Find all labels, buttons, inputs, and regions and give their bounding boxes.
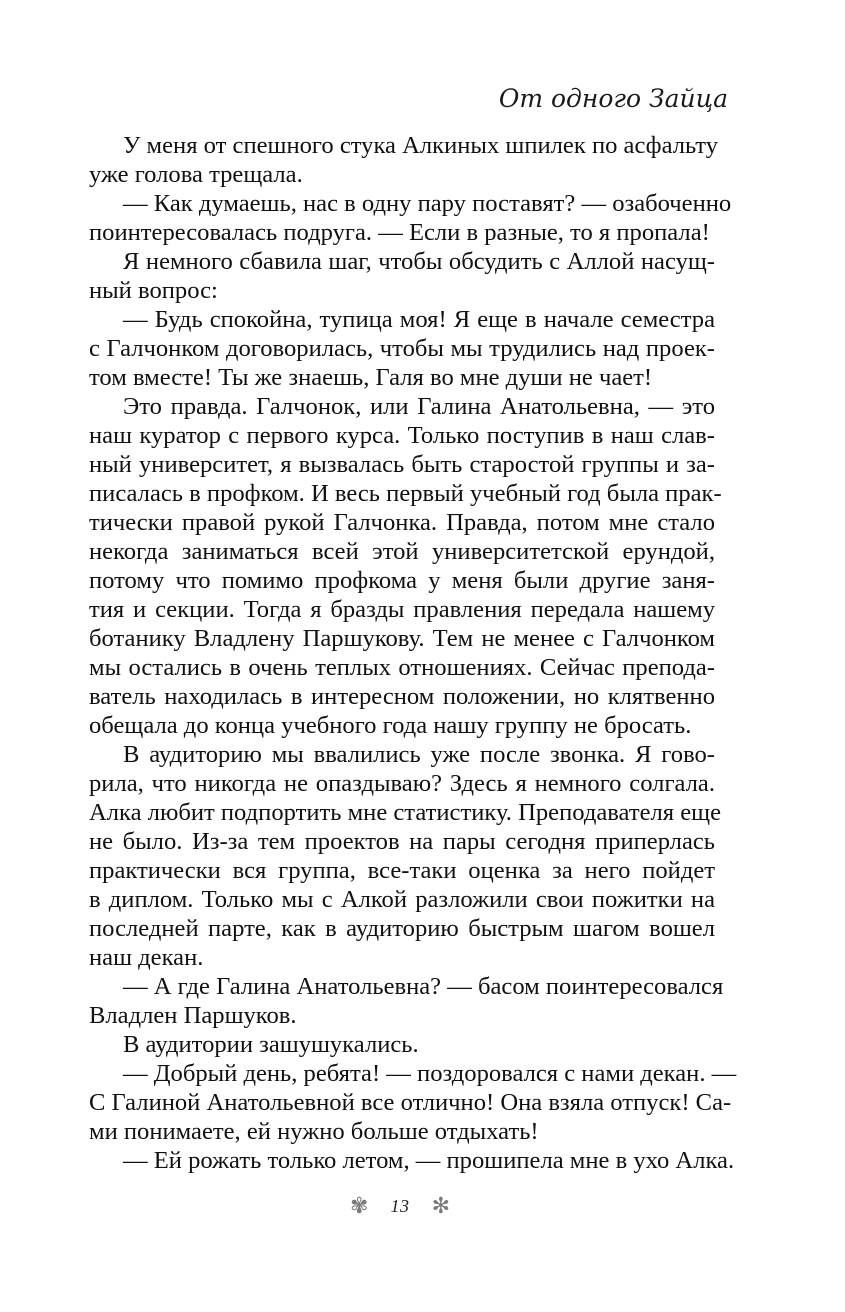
text-line: в диплом. Только мы с Алкой разложили свои пожитки на bbox=[89, 886, 715, 913]
text-line: — Ей рожать только летом, — прошипела мне в ухо Алка. bbox=[123, 1147, 735, 1174]
text-line: последней парте, как в аудиторию быстрым шагом вошел bbox=[89, 915, 715, 942]
left-flower-ornament-icon: ✾ bbox=[350, 1193, 369, 1218]
text-line: с Галчонком договорилась, чтобы мы трудились над проек- bbox=[89, 335, 715, 362]
text-line: обещала до конца учебного года нашу группу не бросать. bbox=[89, 712, 692, 739]
text-line: мы остались в очень теплых отношениях. Сейчас препода- bbox=[89, 654, 715, 681]
body-text bbox=[89, 131, 737, 1175]
text-line: том вместе! Ты же знаешь, Галя во мне души не чает! bbox=[89, 364, 653, 391]
text-line: писалась в профком. И весь первый учебный год была прак- bbox=[89, 480, 722, 507]
text-line: наш декан. bbox=[89, 944, 204, 971]
text-line: ный вопрос: bbox=[89, 277, 218, 304]
running-header: От одного Зайца bbox=[498, 84, 728, 113]
folio bbox=[350, 1195, 450, 1217]
text-line: ный университет, я вызвалась быть старостой группы и за- bbox=[89, 451, 715, 478]
text-line: уже голова трещала. bbox=[89, 161, 303, 188]
text-line: С Галиной Анатольевной все отлично! Она взяла отпуск! Са- bbox=[89, 1089, 732, 1116]
text-line: У меня от спешного стука Алкиных шпилек по асфальту bbox=[123, 132, 719, 159]
page-number: 13 bbox=[390, 1195, 410, 1216]
text-line: поинтересовалась подруга. — Если в разные, то я пропала! bbox=[89, 219, 710, 246]
text-line: некогда заниматься всей этой университетской ерундой, bbox=[89, 538, 715, 565]
text-line: тически правой рукой Галчонка. Правда, потом мне стало bbox=[89, 509, 715, 536]
text-line: — Как думаешь, нас в одну пару поставят? — озабоченно bbox=[123, 190, 732, 217]
text-line: Я немного сбавила шаг, чтобы обсудить с Аллой насущ- bbox=[123, 248, 715, 275]
text-line: не было. Из-за тем проектов на пары сегодня приперлась bbox=[89, 828, 715, 855]
text-line: ботанику Владлену Паршукову. Тем не менее с Галчонком bbox=[89, 625, 715, 652]
text-line: ватель находилась в интересном положении, но клятвенно bbox=[89, 683, 715, 710]
text-line: ми понимаете, ей нужно больше отдыхать! bbox=[89, 1118, 539, 1145]
text-line: наш куратор с первого курса. Только поступив в наш слав- bbox=[89, 422, 715, 449]
text-line: В аудитории зашушукались. bbox=[123, 1031, 419, 1058]
right-star-ornament-icon: ✻ bbox=[431, 1193, 450, 1218]
text-line: Алка любит подпортить мне статистику. Преподавателя еще bbox=[89, 799, 721, 826]
text-line: практически вся группа, все-таки оценка за него пойдет bbox=[89, 857, 715, 884]
text-line: В аудиторию мы ввалились уже после звонка. Я гово- bbox=[123, 741, 715, 768]
text-line: — Добрый день, ребята! — поздоровался с нами декан. — bbox=[123, 1060, 737, 1087]
text-line: рила, что никогда не опаздываю? Здесь я немного солгала. bbox=[89, 770, 715, 797]
text-line: Владлен Паршуков. bbox=[89, 1002, 297, 1029]
text-line: тия и секции. Тогда я бразды правления передала нашему bbox=[89, 596, 715, 623]
text-line: — А где Галина Анатольевна? — басом поинтересовался bbox=[123, 973, 724, 1000]
text-line: потому что помимо профкома у меня были другие заня- bbox=[89, 567, 715, 594]
text-line: — Будь спокойна, тупица моя! Я еще в начале семестра bbox=[123, 306, 715, 333]
text-line: Это правда. Галчонок, или Галина Анатольевна, — это bbox=[123, 393, 715, 420]
